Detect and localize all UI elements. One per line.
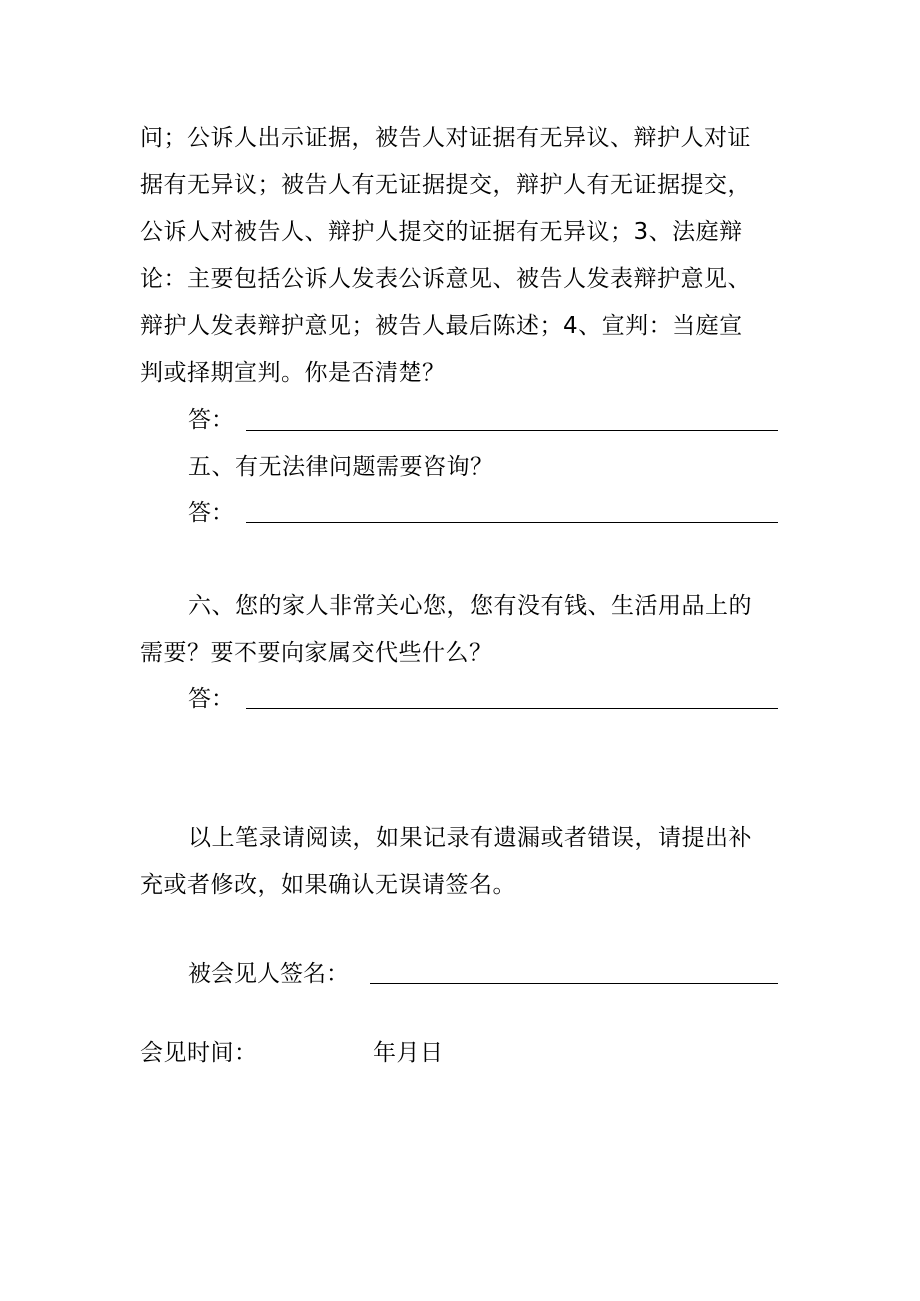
paragraph-line: 据有无异议；被告人有无证据提交，辩护人有无证据提交， — [140, 172, 751, 198]
meeting-time-value: 年月日 — [373, 1040, 444, 1066]
answer-label: 答： — [188, 686, 234, 712]
paragraph-line: 辩护人发表辩护意见；被告人最后陈述；4、宣判：当庭宣 — [140, 313, 743, 339]
meeting-time-label: 会见时间： — [140, 1040, 258, 1066]
answer-blank-line[interactable] — [246, 430, 778, 431]
paragraph-line: 论：主要包括公诉人发表公诉意见、被告人发表辩护意见、 — [140, 266, 751, 292]
question-five: 五、有无法律问题需要咨询？ — [188, 454, 494, 480]
answer-blank-line[interactable] — [246, 522, 778, 523]
paragraph-line: 判或择期宣判。你是否清楚？ — [140, 360, 446, 386]
paragraph-line: 问；公诉人出示证据，被告人对证据有无异议、辩护人对证 — [140, 125, 751, 151]
closing-line: 以上笔录请阅读，如果记录有遗漏或者错误，请提出补 — [188, 825, 752, 851]
answer-blank-line[interactable] — [246, 708, 778, 709]
answer-label: 答： — [188, 407, 234, 433]
question-six-line: 六、您的家人非常关心您，您有没有钱、生活用品上的 — [188, 593, 752, 619]
signature-label: 被会见人签名： — [188, 961, 349, 987]
question-six-line: 需要？要不要向家属交代些什么？ — [140, 640, 493, 666]
paragraph-line: 公诉人对被告人、辩护人提交的证据有无异议；3、法庭辩 — [140, 219, 743, 245]
signature-blank-line[interactable] — [370, 983, 778, 984]
answer-label: 答： — [188, 500, 234, 526]
closing-line: 充或者修改，如果确认无误请签名。 — [140, 872, 516, 898]
